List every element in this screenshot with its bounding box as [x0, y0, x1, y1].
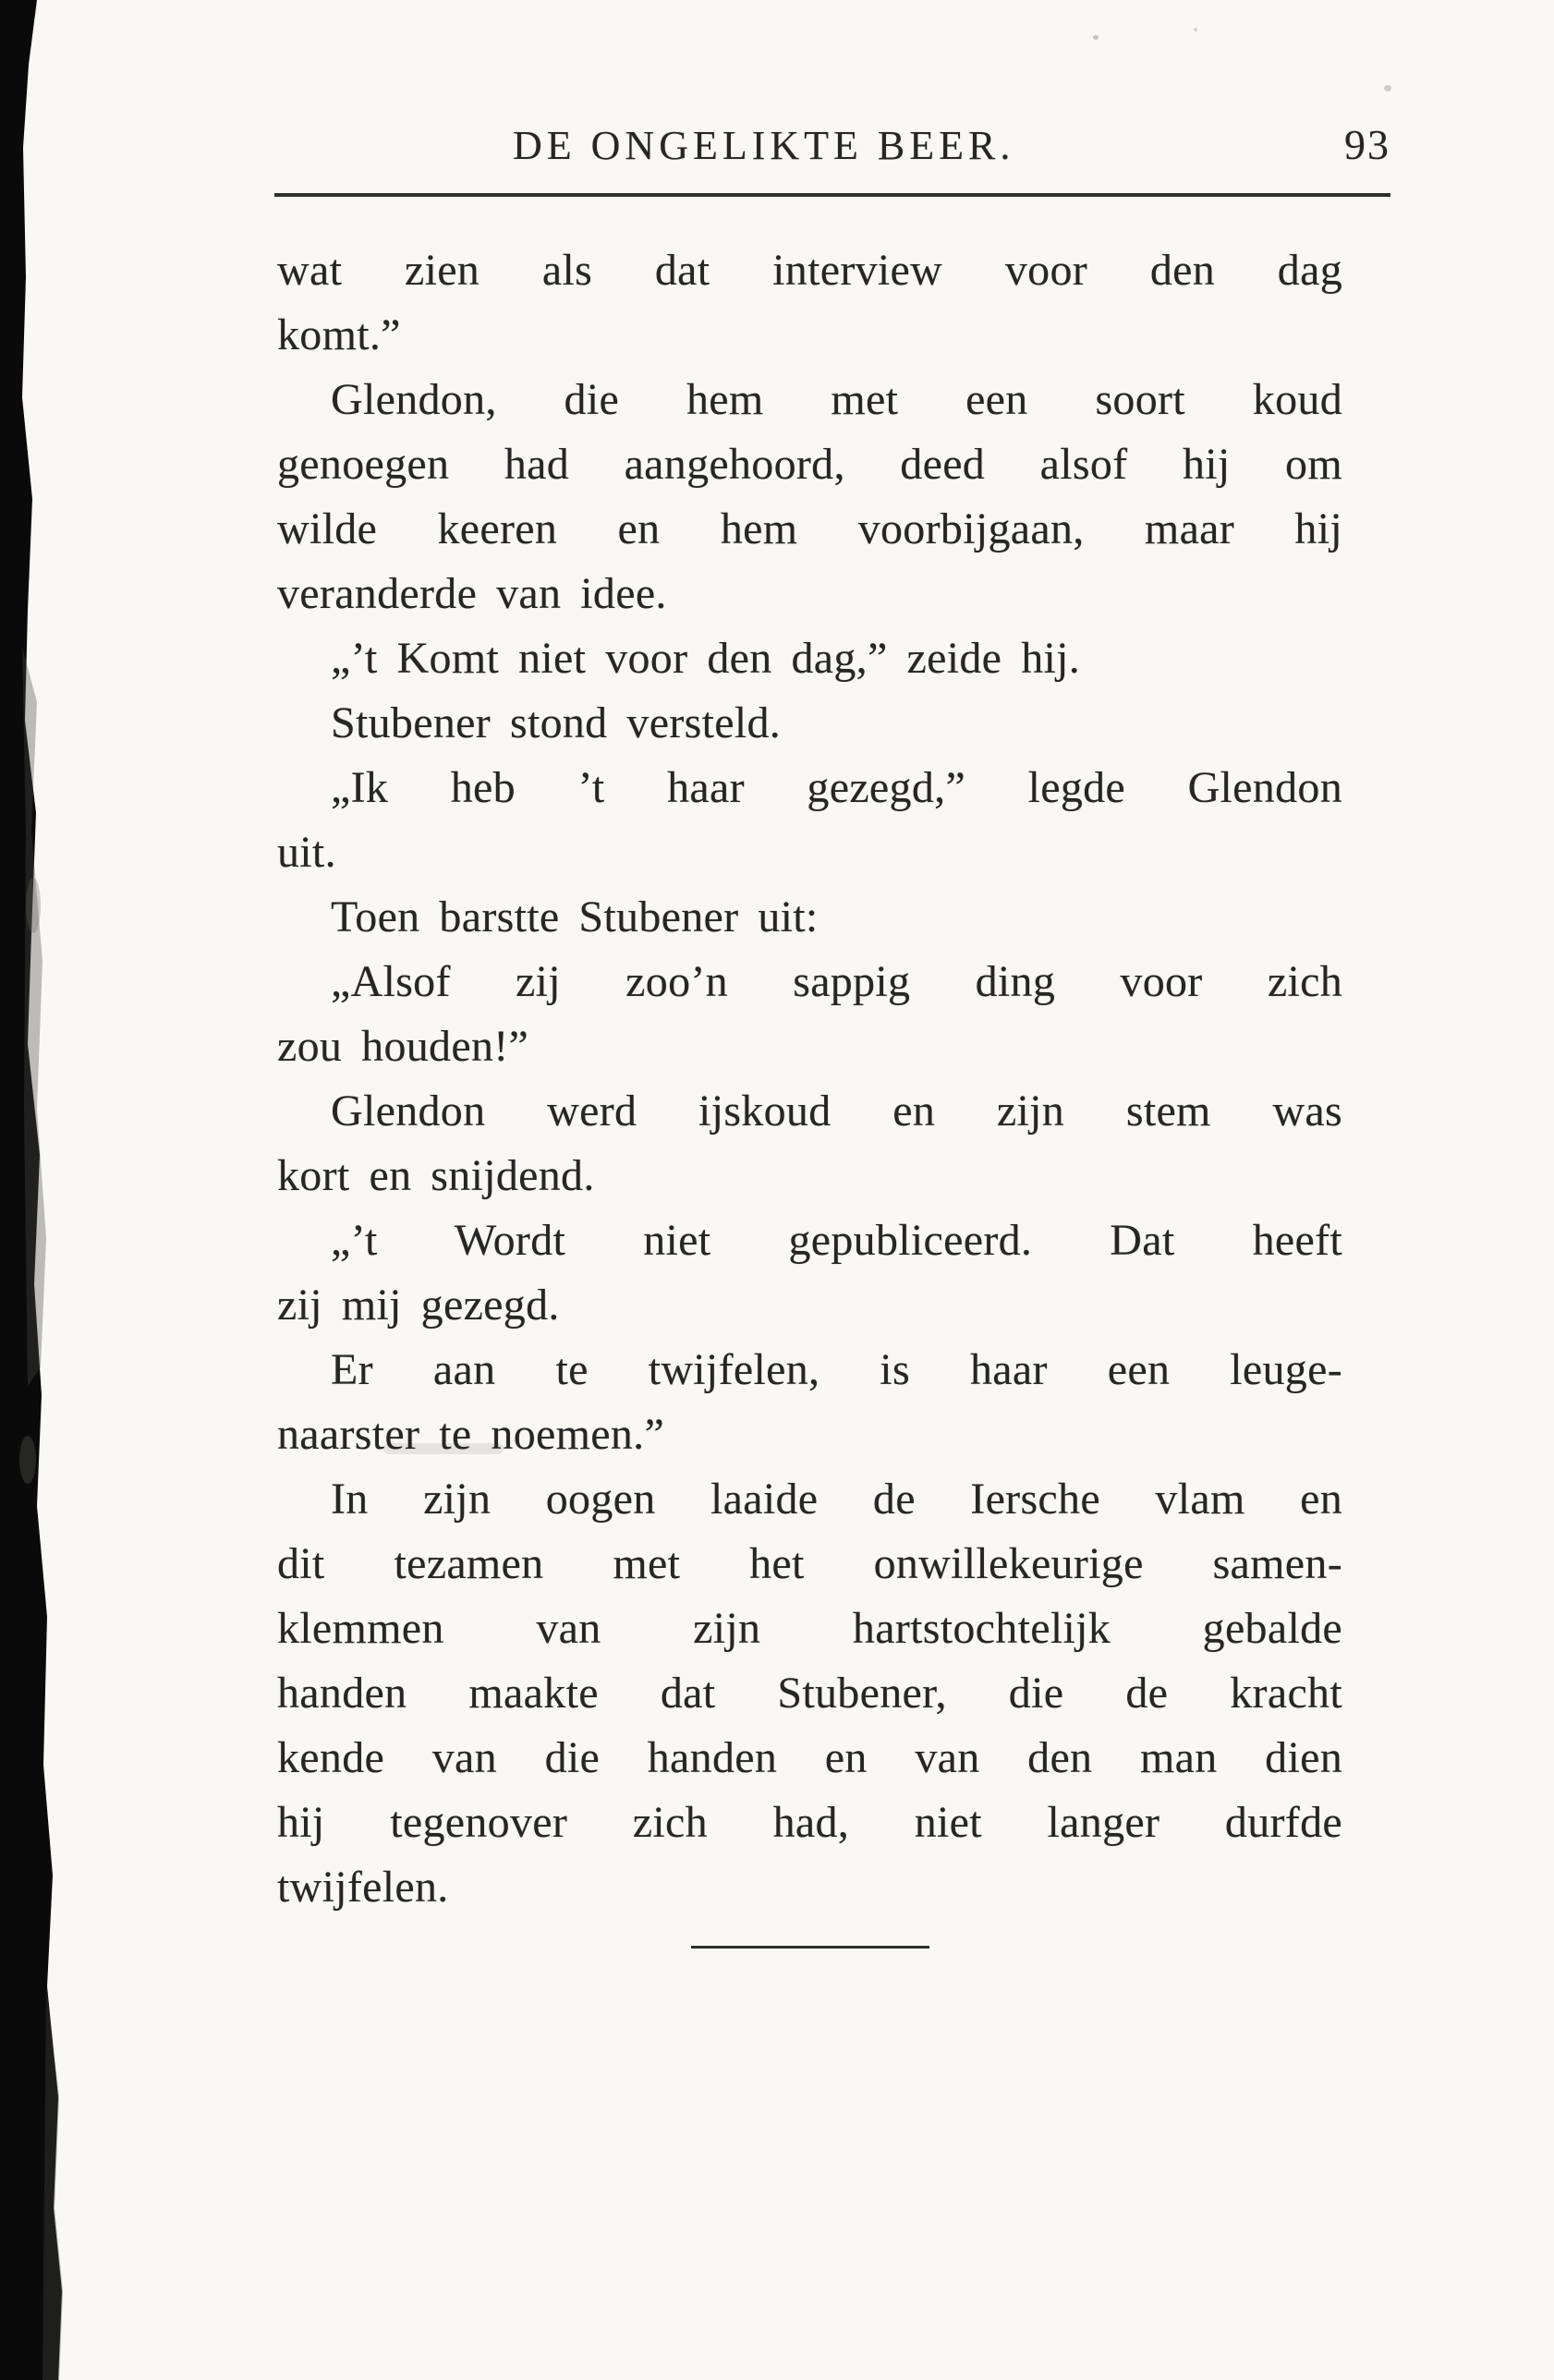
text-line: hij tegenover zich had, niet langer durfde [277, 1798, 1342, 1847]
text-line: kende van die handen en van den man dien [277, 1733, 1342, 1782]
text-line: dit tezamen met het onwillekeurige samen- [277, 1539, 1342, 1588]
running-header [277, 116, 1390, 176]
text-line: komt.” [277, 310, 401, 359]
paragraph [277, 238, 1342, 368]
paragraph [277, 756, 1342, 885]
text-line: Toen barstte Stubener uit: [331, 892, 819, 941]
scan-binding-edge-artifact [0, 0, 83, 2380]
running-header-title: DE ONGELIKTE BEER. [513, 123, 1015, 168]
text-line: Glendon, die hem met een soort koud [331, 375, 1342, 424]
scan-speck [1384, 85, 1391, 91]
text-line: uit. [277, 828, 336, 877]
paragraph [277, 368, 1342, 626]
text-line: wat zien als dat interview voor den dag [277, 246, 1342, 295]
text-line: „’t Wordt niet gepubliceerd. Dat heeft [331, 1216, 1342, 1265]
paragraph [277, 626, 1342, 691]
text-line: In zijn oogen laaide de Iersche vlam en [331, 1475, 1342, 1524]
paragraph [277, 1338, 1342, 1467]
text-line: twijfelen. [277, 1863, 449, 1912]
text-line: „’t Komt niet voor den dag,” zeide hij. [331, 634, 1081, 683]
text-line: Er aan te twijfelen, is haar een leuge- [331, 1345, 1342, 1394]
paragraph [277, 1079, 1342, 1208]
text-line: zou houden!” [277, 1022, 529, 1071]
text-line: naarster te noemen.” [277, 1410, 665, 1459]
text-line: veranderde van idee. [277, 569, 667, 618]
paragraph [277, 691, 1342, 756]
text-block [277, 238, 1342, 1949]
paragraph [277, 885, 1342, 950]
scan-speck [1194, 28, 1197, 31]
paragraph [277, 1467, 1342, 1920]
page-number: 93 [1344, 121, 1390, 168]
text-line: zij mij gezegd. [277, 1281, 560, 1330]
text-line: wilde keeren en hem voorbijgaan, maar hij [277, 504, 1342, 553]
text-line: handen maakte dat Stubener, die de kracht [277, 1669, 1342, 1718]
header-rule [274, 193, 1390, 197]
text-line: genoegen had aangehoord, deed alsof hij om [277, 440, 1342, 489]
paragraph [277, 950, 1342, 1079]
scan-speck [1093, 35, 1099, 40]
text-line: Stubener stond versteld. [331, 698, 782, 747]
text-line: klemmen van zijn hartstochtelijk gebalde [277, 1604, 1342, 1653]
paragraph [277, 1208, 1342, 1338]
text-line: Glendon werd ijskoud en zijn stem was [331, 1087, 1342, 1135]
section-end-rule [691, 1946, 929, 1949]
text-line: kort en snijdend. [277, 1151, 595, 1200]
text-line: „Ik heb ’t haar gezegd,” legde Glendon [331, 763, 1342, 812]
text-line: „Alsof zij zoo’n sappig ding voor zich [331, 957, 1342, 1006]
